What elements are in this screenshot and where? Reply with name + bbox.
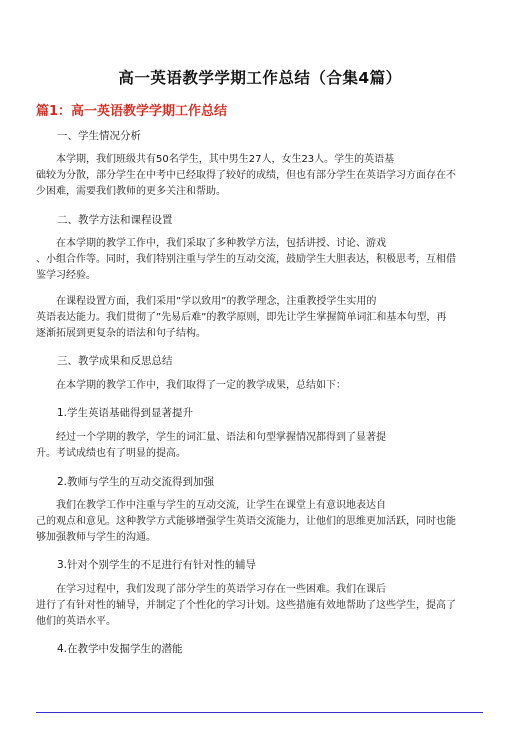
text-line: 英语表达能力。我们贯彻了”先易后难”的教学原则，即先让学生掌握简单词汇和基本句型，再 [36, 312, 447, 323]
paragraph-student-analysis [36, 152, 482, 200]
text-line: 、小组合作等。同时，我们特别注重与学生的互动交流，鼓励学生大胆表达，积极思考，互相借 [36, 254, 456, 265]
paragraph-teaching-methods [36, 236, 482, 284]
text-line: 在课程设置方面，我们采用”学以致用”的教学理念，注重教授学生实用的 [56, 296, 377, 307]
section-subtitle: 篇1：高一英语教学学期工作总结 [36, 104, 228, 119]
text-line: 鉴学习经验。 [36, 270, 96, 281]
text-line: 我们在教学工作中注重与学生的互动交流，让学生在课堂上有意识地表达自 [56, 500, 386, 511]
paragraph-item-2 [36, 498, 482, 546]
paragraph-results-intro [36, 378, 482, 394]
text-line: 他们的英语水平。 [36, 616, 116, 627]
text-line: 在本学期的教学工作中，我们取得了一定的教学成果，总结如下： [56, 380, 346, 391]
paragraph-item-3 [36, 582, 482, 630]
text-line: 本学期，我们班级共有50名学生，其中男生27人，女生23人。学生的英语基 [56, 154, 395, 165]
text-line: 在本学期的教学工作中，我们采取了多种教学方法，包括讲授、讨论、游戏 [56, 238, 386, 249]
heading-student-analysis: 一、学生情况分析 [57, 130, 141, 142]
footer-divider [36, 712, 483, 713]
text-line: 进行了有针对性的辅导，并制定了个性化的学习计划。这些措施有效地帮助了这些学生，提高了 [36, 600, 456, 611]
paragraph-course-design [36, 294, 482, 342]
document-title: 高一英语教学学期工作总结（合集4篇） [118, 69, 402, 87]
heading-item-4: 4.在教学中发掘学生的潜能 [57, 643, 183, 655]
text-line: 己的观点和意见。这种教学方式能够增强学生英语交流能力，让他们的思维更加活跃，同时也能 [36, 516, 456, 527]
heading-results-reflection: 三、教学成果和反思总结 [57, 355, 173, 367]
heading-item-3: 3.针对个别学生的不足进行有针对性的辅导 [57, 559, 257, 571]
text-line: 升。考试成绩也有了明显的提高。 [36, 448, 186, 459]
text-line: 逐渐拓展到更复杂的语法和句子结构。 [36, 328, 206, 339]
text-line: 经过一个学期的教学，学生的词汇量、语法和句型掌握情况都得到了显著提 [56, 432, 386, 443]
heading-teaching-methods: 二、教学方法和课程设置 [57, 214, 173, 226]
heading-item-2: 2.教师与学生的互动交流得到加强 [57, 476, 215, 488]
text-line: 少困难，需要我们教师的更多关注和帮助。 [36, 186, 226, 197]
heading-item-1: 1.学生英语基础得到显著提升 [57, 407, 194, 419]
text-line: 础较为分散，部分学生在中考中已经取得了较好的成绩，但也有部分学生在英语学习方面存在不 [36, 170, 456, 181]
text-line: 在学习过程中，我们发现了部分学生的英语学习存在一些困难。我们在课后 [56, 584, 386, 595]
text-line: 够加强教师与学生的沟通。 [36, 532, 156, 543]
paragraph-item-1 [36, 430, 482, 462]
